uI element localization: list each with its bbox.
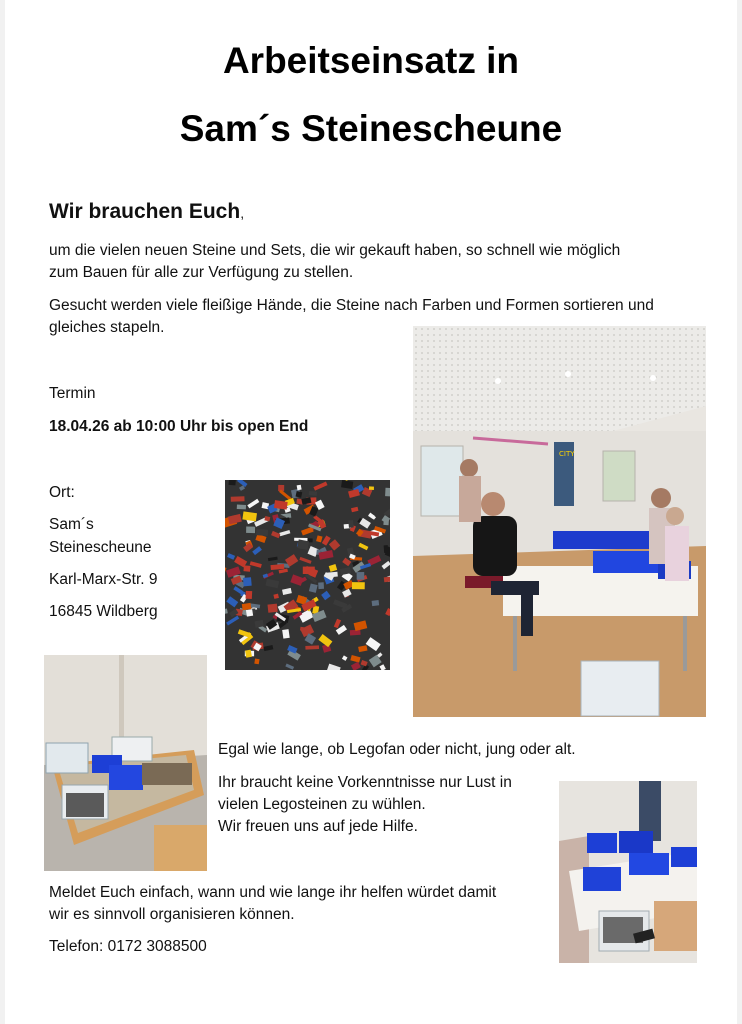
brick-piece [329,564,337,572]
brick-piece [313,481,327,490]
intro-line-2: zum Bauen für alle zur Verfügung zu stellen. [49,264,354,281]
footer-phone: Telefon: 0172 3088500 [49,938,207,955]
brick-piece [303,567,315,574]
brick-piece [384,505,390,517]
right-page-edge [737,0,742,1024]
brick-piece [352,582,365,589]
photo-sorting-table [44,655,207,871]
intro-heading-text: Wir brauchen Euch [49,200,241,223]
brick-piece [246,527,255,534]
title-line-2: Sam´s Steinescheune [179,108,563,149]
photo-blue-boxes [559,781,697,963]
brick-piece [309,583,318,592]
brick-piece [243,577,252,586]
brick-piece [384,577,390,583]
brick-piece [227,553,235,560]
brick-piece [231,496,245,501]
intro-line-3: Gesucht werden viele fleißige Hände, die Steine nach Farben und Formen sortieren und [49,297,654,314]
brick-piece [348,489,360,498]
brick-piece [321,591,331,600]
middle-line-2: Ihr braucht keine Vorkenntnisse nur Lust in [218,774,512,791]
brick-piece [297,485,302,491]
brick-piece [252,546,262,555]
brick-piece [354,620,368,631]
brick-piece [329,539,340,550]
ort-city: 16845 Wildberg [49,603,158,620]
brick-piece [385,488,390,497]
brick-piece [263,574,268,579]
brick-piece [268,557,278,562]
room-sign-text: CITY [559,450,575,458]
brick-piece [299,557,311,564]
brick-piece [305,645,319,649]
brick-piece [279,530,290,536]
brick-piece [379,664,385,670]
brick-piece [299,609,314,623]
brick-piece [334,619,341,629]
brick-piece [271,531,280,538]
photo-brick-pile [225,480,390,670]
footer-line-1: Meldet Euch einfach, wann und wie lange ihr helfen würdet damit [49,884,497,901]
left-page-edge [0,0,5,1024]
brick-piece [242,511,257,521]
brick-piece [309,491,317,496]
brick-piece [342,589,352,598]
brick-piece [351,662,361,670]
ort-street: Karl-Marx-Str. 9 [49,571,158,588]
brick-piece [229,480,237,485]
brick-piece [327,664,341,670]
ort-label: Ort: [49,484,75,501]
brick-piece [263,645,273,651]
brick-piece [372,600,380,606]
brick-piece [256,529,268,536]
brick-piece [282,588,292,595]
termin-label: Termin [49,385,96,402]
brick-piece [247,499,259,509]
brick-piece [254,659,259,665]
brick-piece [246,591,253,599]
middle-line-4: Wir freuen uns auf jede Hilfe. [218,818,418,835]
brick-piece [301,527,314,536]
brick-piece [366,637,381,651]
brick-piece [357,572,365,580]
brick-piece [382,561,390,569]
brick-piece [225,609,228,615]
footer-line-2: wir es sinnvoll organisieren können. [49,906,295,923]
brick-piece [242,603,252,610]
brick-piece [243,565,250,571]
termin-value: 18.04.26 ab 10:00 Uhr bis open End [49,418,309,435]
brick-piece [285,664,294,670]
middle-line-3: vielen Legosteinen zu wühlen. [218,796,426,813]
intro-line-4: gleiches stapeln. [49,319,165,336]
brick-piece [226,616,239,626]
ort-name-line-2: Steinescheune [49,539,152,556]
intro-line-1: um die vielen neuen Steine und Sets, die wir gekauft haben, so schnell wie möglich [49,242,621,259]
brick-piece [341,480,353,489]
brick-piece [246,609,253,617]
brick-piece [358,543,368,550]
brick-piece [273,594,279,599]
brick-piece [268,604,278,613]
brick-piece [318,582,324,589]
brick-piece [385,608,390,616]
brick-piece [358,645,367,652]
middle-line-1: Egal wie lange, ob Legofan oder nicht, jung oder alt. [218,741,576,758]
brick-piece [228,514,242,524]
brick-piece [316,535,322,542]
brick-piece [369,486,374,490]
brick-piece [237,505,246,510]
brick-piece [350,655,360,663]
brick-piece [351,507,358,513]
brick-piece [296,491,303,498]
brick-piece [348,520,354,528]
intro-heading [49,200,244,224]
brick-piece [250,561,262,568]
brick-piece [350,629,361,635]
ort-name-line-1: Sam´s [49,516,94,533]
title-line-1: Arbeitseinsatz in [222,40,520,81]
brick-piece [342,558,351,567]
brick-piece [270,564,284,570]
intro-heading-punct: , [240,205,245,221]
brick-piece [226,596,238,607]
brick-piece [342,655,348,660]
brick-piece [279,490,291,501]
brick-piece [333,599,347,609]
photo-workshop-room [413,326,706,717]
brick-piece [265,579,279,589]
brick-piece [282,629,290,639]
